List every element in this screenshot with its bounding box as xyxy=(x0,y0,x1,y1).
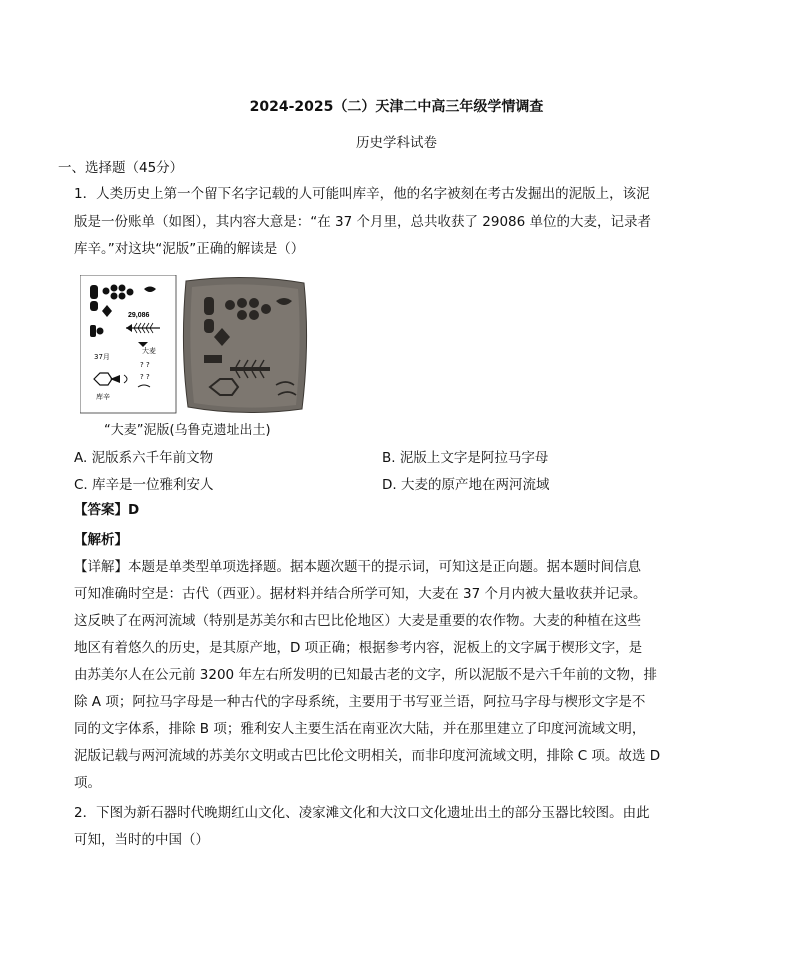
q1-stem-line-2: 版是一份账单（如图），其内容大意是：“在 37 个月里，总共收获了 29086 单位的大麦，记录者 xyxy=(74,214,652,230)
q2-stem-line-2: 可知，当时的中国（） xyxy=(74,832,209,848)
sketch-label-barley: 大麦 xyxy=(142,347,156,355)
q1-explain-line-9: 项。 xyxy=(74,775,101,791)
q1-answer: 【答案】D xyxy=(74,502,140,518)
q1-explain-line-5: 由苏美尔人在公元前 3200 年左右所发明的已知最古老的文字，所以泥版不是六千年前的文物，排 xyxy=(74,667,657,683)
q1-explain-line-3: 这反映了在两河流域（特别是苏美尔和古巴比伦地区）大麦是重要的农作物。大麦的种植在这些 xyxy=(74,613,641,629)
tablet-photo xyxy=(183,277,306,412)
sketch-label-unknown-2: ? ? xyxy=(140,373,150,381)
q1-stem-line-1: 1．人类历史上第一个留下名字记载的人可能叫库辛，他的名字被刻在考古发掘出的泥版上，该泥 xyxy=(74,186,650,202)
q1-explain-line-6: 除 A 项；阿拉马字母是一种古代的字母系统，主要用于书写亚兰语，阿拉马字母与楔形文字是不 xyxy=(74,694,646,710)
q1-explain-line-8: 泥版记载与两河流域的苏美尔文明或古巴比伦文明相关，而非印度河流域文明，排除 C 项。故选 D xyxy=(74,748,661,764)
q1-option-b: B. 泥版上文字是阿拉马字母 xyxy=(382,450,549,466)
sketch-label-months: 37月 xyxy=(94,353,110,361)
section-heading: 一、选择题（45分） xyxy=(58,160,184,176)
q1-explain-line-1: 【详解】本题是单类型单项选择题。据本题次题干的提示词，可知这是正向题。据本题时间信息 xyxy=(74,559,641,575)
q2-stem-line-1: 2．下图为新石器时代晚期红山文化、凌家滩文化和大汶口文化遗址出土的部分玉器比较图。由此 xyxy=(74,805,650,821)
q1-explain-line-2: 可知准确时空是：古代（西亚）。据材料并结合所学可知，大麦在 37 个月内被大量收获并记录。 xyxy=(74,586,647,602)
q1-analysis-label: 【解析】 xyxy=(74,532,128,548)
sketch-label-unknown-1: ? ? xyxy=(140,361,150,369)
sketch-label-kushim: 库辛 xyxy=(96,393,110,401)
clay-tablet-figure xyxy=(80,275,310,415)
q1-option-a: A. 泥版系六千年前文物 xyxy=(74,450,214,466)
q1-option-d: D. 大麦的原产地在两河流域 xyxy=(382,477,550,493)
q1-stem-line-3: 库辛。”对这块“泥版”正确的解读是（） xyxy=(74,241,305,257)
figure-caption: “大麦”泥版(乌鲁克遗址出土) xyxy=(104,423,271,438)
exam-subtitle: 历史学科试卷 xyxy=(356,135,437,151)
q1-option-c: C. 库辛是一位雅利安人 xyxy=(74,477,214,493)
q1-explain-line-4: 地区有着悠久的历史，是其原产地，D 项正确；根据参考内容，泥板上的文字属于楔形文字，是 xyxy=(74,640,643,656)
exam-title: 2024-2025（二）天津二中高三年级学情调查 xyxy=(249,99,544,115)
sketch-label-number: 29,086 xyxy=(128,312,150,319)
q1-explain-line-7: 同的文字体系，排除 B 项；雅利安人主要生活在南亚次大陆，并在那里建立了印度河流域文明， xyxy=(74,721,646,737)
